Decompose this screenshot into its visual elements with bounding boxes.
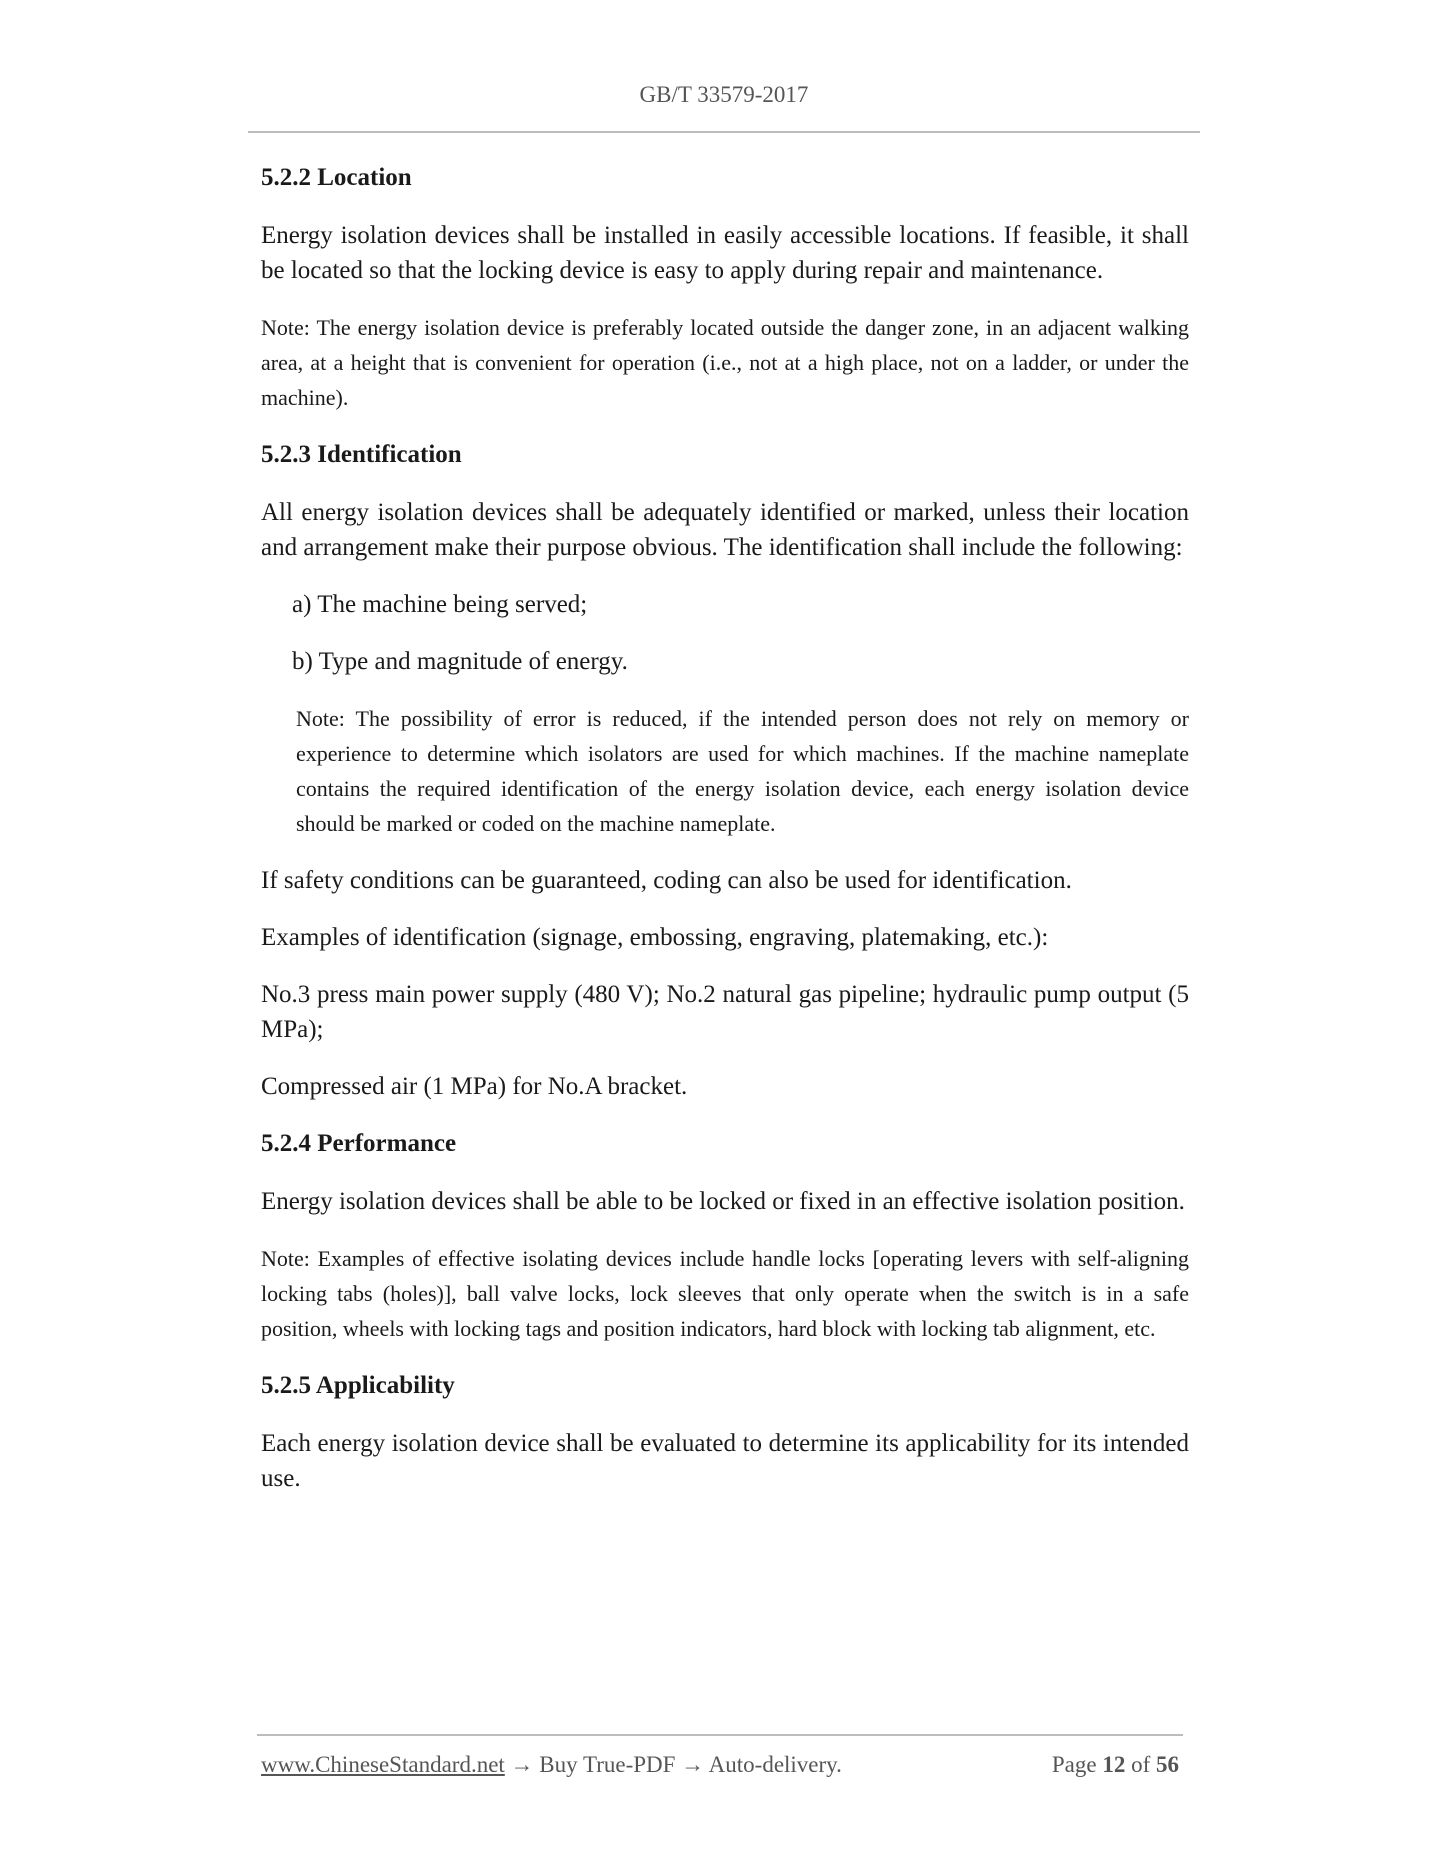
paragraph: All energy isolation devices shall be adequately identified or marked, unless their location and arrangement make their purpose obvious. The identification shall include the following: xyxy=(261,499,1189,561)
paragraph: No.3 press main power supply (480 V); No.2 natural gas pipeline; hydraulic pump output (5 MPa); xyxy=(261,981,1189,1043)
paragraph: Energy isolation devices shall be able to be locked or fixed in an effective isolation position. xyxy=(261,1188,1185,1215)
footer-promo xyxy=(261,1752,842,1778)
list-item-b: b) Type and magnitude of energy. xyxy=(292,648,628,675)
section-heading-applicability: 5.2.5 Applicability xyxy=(261,1372,455,1399)
header-divider xyxy=(248,131,1200,133)
section-heading-location: 5.2.2 Location xyxy=(261,164,412,191)
document-body xyxy=(261,160,1189,1518)
paragraph: If safety conditions can be guaranteed, coding can also be used for identification. xyxy=(261,867,1072,894)
page-of: of xyxy=(1131,1752,1151,1777)
page-label: Page xyxy=(1051,1752,1097,1777)
paragraph: Each energy isolation device shall be evaluated to determine its applicability for its intended use. xyxy=(261,1430,1189,1492)
page-current: 12 xyxy=(1102,1752,1126,1777)
paragraph: Examples of identification (signage, embossing, engraving, platemaking, etc.): xyxy=(261,924,1049,951)
section-heading-identification: 5.2.3 Identification xyxy=(261,441,462,468)
note: Note: Examples of effective isolating devices include handle locks [operating levers with self-aligning locking tabs (holes)], ball valve locks, lock sleeves that only operate when the switch is in a safe position, wheels with locking tags and position indicators, hard block with locking tab alignment, etc. xyxy=(261,1246,1189,1341)
note: Note: The possibility of error is reduced, if the intended person does not rely on memory or experience to determine which isolators are used for which machines. If the machine nameplate contains the required identification of the energy isolation device, each energy isolation device should be marked or coded on the machine nameplate. xyxy=(296,706,1189,836)
section-heading-performance: 5.2.4 Performance xyxy=(261,1130,457,1157)
running-header: GB/T 33579-2017 xyxy=(639,82,809,107)
page-indicator xyxy=(1052,1752,1179,1778)
paragraph: Energy isolation devices shall be installed in easily accessible locations. If feasible, it shall be located so that the locking device is easy to apply during repair and maintenance. xyxy=(261,222,1189,284)
list-item-a: a) The machine being served; xyxy=(292,591,588,618)
page-total: 56 xyxy=(1156,1752,1179,1777)
note: Note: The energy isolation device is preferably located outside the danger zone, in an adjacent walking area, at a height that is convenient for operation (i.e., not at a high place, not on a ladder, or under the machine). xyxy=(261,315,1189,410)
page-footer xyxy=(261,1752,1179,1778)
paragraph: Compressed air (1 MPa) for No.A bracket. xyxy=(261,1073,688,1100)
promo-text: → Buy True-PDF → Auto-delivery. xyxy=(504,1752,842,1777)
site-link[interactable]: www.ChineseStandard.net xyxy=(261,1752,505,1777)
footer-divider xyxy=(257,1734,1183,1736)
